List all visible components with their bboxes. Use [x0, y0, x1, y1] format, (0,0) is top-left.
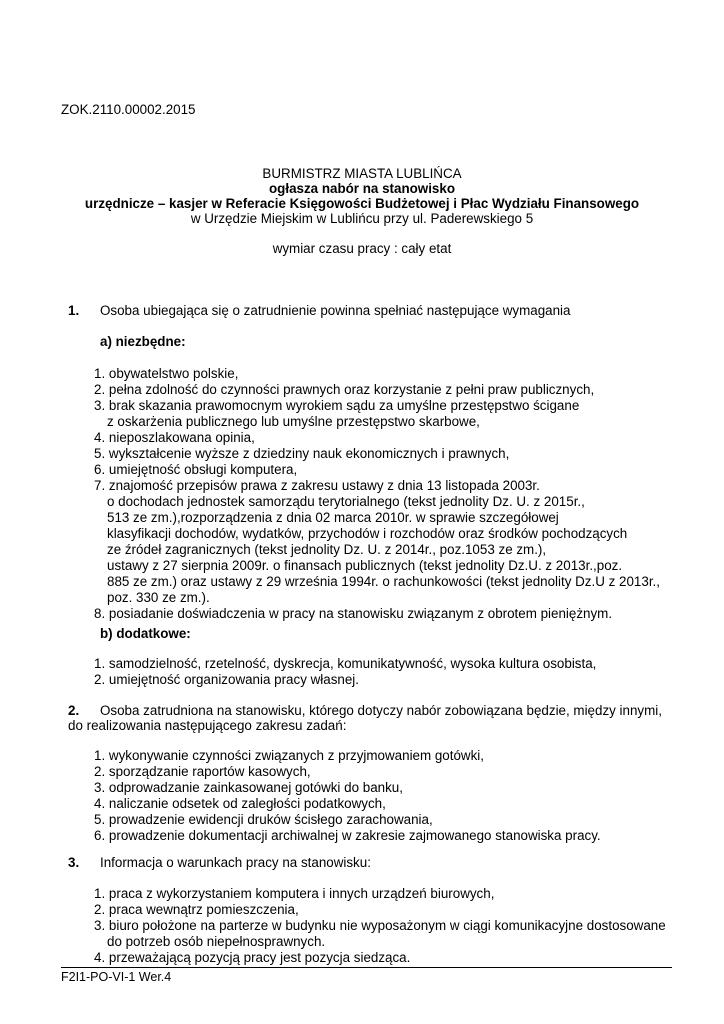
list-item-text: brak skazania prawomocnym wyrokiem sądu za umyślne przestępstwo ścigane — [108, 398, 580, 413]
list-item — [94, 748, 601, 764]
footer-code: F2I1-PO-VI-1 Wer.4 — [61, 970, 172, 984]
section-2-heading-line1: Osoba zatrudniona na stanowisku, którego dotyczy nabór zobowiązana będzie, między innymi, — [100, 703, 662, 718]
list-item-text: wykonywanie czynności związanych z przyjmowaniem gotówki, — [108, 748, 484, 763]
list-item-continuation: klasyfikacji dochodów, wydatków, przychodów i rozchodów oraz środków pochodzących — [107, 526, 628, 541]
footer-divider — [61, 967, 672, 968]
list-item-number: 3. — [94, 918, 106, 933]
section-1-heading: Osoba ubiegająca się o zatrudnienie powinna spełniać następujące wymagania — [100, 303, 571, 318]
list-item — [94, 606, 660, 622]
list-item-number: 5. — [94, 812, 106, 827]
list-item-continuation: 513 ze zm.),rozporządzenia z dnia 02 marca 2010r. w sprawie szczegółowej — [107, 510, 559, 525]
list-item-number: 7. — [94, 478, 106, 493]
list-item-number: 6. — [94, 828, 106, 843]
list-item-text: praca z wykorzystaniem komputera i innych urządzeń biurowych, — [108, 886, 495, 901]
list-item-number: 1. — [94, 748, 106, 763]
requirements-essential-list — [94, 366, 660, 622]
list-item-text: praca wewnątrz pomieszczenia, — [108, 902, 299, 917]
list-item-text: wykształcenie wyższe z dziedziny nauk ekonomicznych i prawnych, — [108, 446, 510, 461]
list-item-number: 2. — [94, 902, 106, 917]
list-item-number: 2. — [94, 764, 106, 779]
list-item-text: prowadzenie ewidencji druków ścisłego zarachowania, — [108, 812, 433, 827]
worktime-line: wymiar czasu pracy : cały etat — [272, 241, 452, 256]
list-item — [94, 366, 660, 382]
list-item-continuation: ze źródeł zagranicznych (tekst jednolity Dz. U. z 2014r., poz.1053 ze zm.), — [107, 542, 547, 557]
subsection-a-heading: a) niezbędne: — [100, 334, 186, 349]
duties-list — [94, 748, 601, 844]
list-item-text: umiejętność obsługi komputera, — [108, 462, 298, 477]
list-item-text: samodzielność, rzetelność, dyskrecja, komunikatywność, wysoka kultura osobista, — [108, 656, 597, 671]
list-item — [94, 382, 660, 398]
list-item-continuation: z oskarżenia publicznego lub umyślne przestępstwo skarbowe, — [107, 414, 480, 429]
list-item-text: obywatelstwo polskie, — [108, 366, 239, 381]
list-item — [94, 796, 601, 812]
list-item-continuation: do potrzeb osób niepełnosprawnych. — [107, 934, 326, 949]
list-item-text: odprowadzanie zainkasowanej gotówki do banku, — [108, 780, 403, 795]
list-item-number: 8. — [94, 606, 106, 621]
list-item — [94, 828, 601, 844]
section-3-number: 3. — [68, 855, 80, 870]
list-item-number: 1. — [94, 656, 106, 671]
section-2-heading-line2: do realizowania następującego zakresu zadań: — [68, 718, 347, 733]
list-item — [94, 812, 601, 828]
list-item-continuation: 885 ze zm.) oraz ustawy z 29 września 1994r. o rachunkowości (tekst jednolity Dz.U z 2013r., — [107, 574, 660, 589]
list-item-text: pełna zdolność do czynności prawnych oraz korzystanie z pełni praw publicznych, — [108, 382, 595, 397]
list-item — [94, 478, 660, 606]
list-item — [94, 918, 666, 950]
list-item — [94, 780, 601, 796]
section-2-number: 2. — [68, 703, 80, 718]
work-conditions-list — [94, 886, 666, 966]
list-item-number: 6. — [94, 462, 106, 477]
requirements-additional-list — [94, 656, 596, 688]
list-item-text: naliczanie odsetek od zaległości podatkowych, — [108, 796, 386, 811]
list-item-text: przeważającą pozycją pracy jest pozycja siedząca. — [108, 950, 411, 965]
list-item — [94, 672, 596, 688]
list-item-number: 1. — [94, 886, 106, 901]
list-item-number: 3. — [94, 780, 106, 795]
list-item-continuation: poz. 330 ze zm.). — [107, 590, 210, 605]
list-item-number: 1. — [94, 366, 106, 381]
list-item — [94, 950, 666, 966]
authority-title: BURMISTRZ MIASTA LUBLIŃCA — [262, 166, 462, 181]
list-item-continuation: o dochodach jednostek samorządu terytorialnego (tekst jednolity Dz. U. z 2015r., — [107, 494, 585, 509]
section-3-heading: Informacja o warunkach pracy na stanowisku: — [100, 855, 371, 870]
list-item-number: 2. — [94, 672, 106, 687]
list-item-text: sporządzanie raportów kasowych, — [108, 764, 311, 779]
office-location: w Urzędzie Miejskim w Lublińcu przy ul. Paderewskiego 5 — [190, 211, 534, 226]
list-item-text: nieposzlakowana opinia, — [108, 430, 255, 445]
list-item — [94, 446, 660, 462]
list-item-text: umiejętność organizowania pracy własnej. — [108, 672, 359, 687]
reference-number: ZOK.2110.00002.2015 — [61, 102, 196, 117]
announcement-line: ogłasza nabór na stanowisko — [268, 181, 456, 196]
list-item-text: biuro położone na parterze w budynku nie wyposażonym w ciągi komunikacyjne dostosowane — [108, 918, 666, 933]
subsection-b-heading: b) dodatkowe: — [100, 626, 191, 641]
list-item-number: 4. — [94, 430, 106, 445]
list-item — [94, 430, 660, 446]
list-item-number: 4. — [94, 950, 106, 965]
section-1-number: 1. — [68, 303, 80, 318]
list-item-number: 2. — [94, 382, 106, 397]
list-item — [94, 462, 660, 478]
list-item-number: 3. — [94, 398, 106, 413]
position-title: urzędnicze – kasjer w Referacie Księgowości Budżetowej i Płac Wydziału Finansowego — [84, 196, 640, 211]
list-item-number: 5. — [94, 446, 106, 461]
list-item — [94, 764, 601, 780]
list-item-continuation: ustawy z 27 sierpnia 2009r. o finansach publicznych (tekst jednolity Dz.U. z 2013r.,poz. — [107, 558, 623, 573]
list-item-text: prowadzenie dokumentacji archiwalnej w zakresie zajmowanego stanowiska pracy. — [108, 828, 601, 843]
list-item — [94, 656, 596, 672]
list-item — [94, 902, 666, 918]
list-item-number: 4. — [94, 796, 106, 811]
list-item — [94, 398, 660, 430]
list-item — [94, 886, 666, 902]
list-item-text: posiadanie doświadczenia w pracy na stanowisku związanym z obrotem pieniężnym. — [108, 606, 613, 621]
list-item-text: znajomość przepisów prawa z zakresu ustawy z dnia 13 listopada 2003r. — [108, 478, 540, 493]
